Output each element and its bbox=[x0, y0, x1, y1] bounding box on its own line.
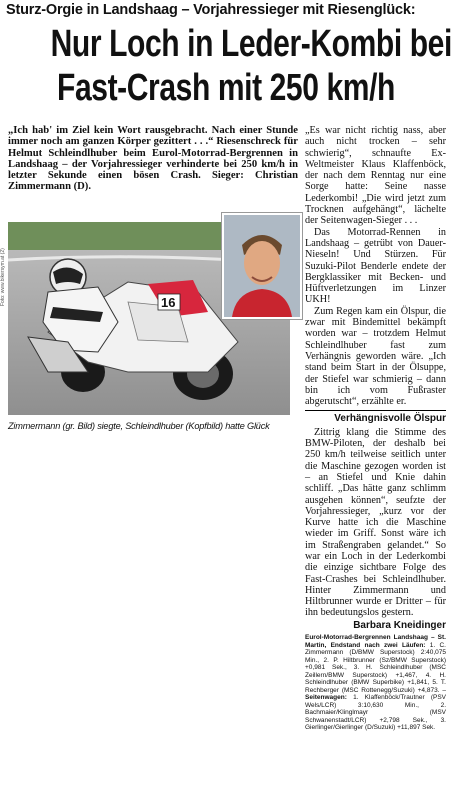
results-text: 1. C. Zimmermann (D/BMW Superstock) 2:40,075 Min., 2. P. Hiltbrunner (Sz/BMW Superstock) +0,981 Sek., 3. H. Schleindlhuber (MSC Zeillern/BMW Superstock) +1,467, 4. H. Schleindlhuber (BMW Superbike) +1,841, 5. T. Rechberger (MSC Rottenegg/Suzuki) +4,873. – bbox=[305, 641, 446, 694]
lead-paragraph: „Ich hab' im Ziel kein Wort rausgebracht. Nach einer Stunde immer noch am ganzen Körper gezittert . . .“ Riesenschreck für Helmut Schleindlhuber beim Eurol-Motorrad-Bergrennen in Landshaag – der Vorjahressieger verhinderte bei 250 km/h in letzter Sekunde einen bösen Crash. Sieger: Christian Zimmermann (D). bbox=[8, 125, 298, 193]
author-byline: Barbara Kneidinger bbox=[353, 619, 446, 631]
results-title-sidecar: Seitenwagen: bbox=[305, 694, 347, 702]
paragraph: Das Motorrad-Rennen in Landshaag – getrübt von Dauer-Nieseln! Und Stürzen. Für Suzuki-Pilot Benderle endete der Bergklassiker mit Becken- und Hüftverletzungen im Linzer UKH! bbox=[305, 226, 446, 306]
paragraph: „Es war nicht richtig nass, aber auch nicht trocken – sehr schwierig“, schnaufte Ex-Weltmeister Klaus Klaffenböck, der nach dem Renntag nur eine Sorge hatte: Seine nasse Lederkombi! „Die wird jetzt zum Trocknen aufgehängt“, lächelte der Seitenwagen-Sieger . . . bbox=[305, 125, 446, 227]
paragraph: Zittrig klang die Stimme des BMW-Piloten, der deshalb bei 250 km/h teilweise seitlich unter die Maschine gezogen worden ist – an Stiefel und Knie dahin schliff. „Das hätte ganz schlimm ausgehen können“, seufzte der Vorjahressieger, „kurz vor der Kurve hatte ich die Maschine wieder im Griff. Sonst wäre ich im Straßengraben gelandet.“ So war ein Loch in der Lederkombi die einzige sichtbare Folge des Fast-Crashes bei Schleindlhuber. Hinter Zimmermann und Hiltbrunner wurde er Dritter – für ihn bedeutungslos gestern. bbox=[305, 426, 446, 619]
subheading: Verhängnisvolle Ölspur bbox=[305, 410, 446, 424]
headline-line-1: Nur Loch in Leder-Kombi bei bbox=[50, 23, 452, 65]
results-text-sidecar: 1. Klaffenböck/Trautner (PSV Wels/LCR) 3:10,630 Min., 2. Bachmaier/Klinglmayr (MSV Schwanenstadt/LCR) +2,798 Sek., 3. Gierlinger/Gierlinger (D/Suzuki) +11,897 Sek. bbox=[305, 694, 446, 732]
results-title: Eurol-Motorrad-Bergrennen Landshaag – St. Martin, Endstand nach zwei Läufen: bbox=[305, 634, 446, 649]
kicker: Sturz-Orgie in Landshaag – Vorjahressieger mit Riesenglück: bbox=[6, 2, 416, 18]
photo-caption: Zimmermann (gr. Bild) siegte, Schleindlhuber (Kopfbild) hatte Glück bbox=[8, 421, 270, 431]
svg-text:16: 16 bbox=[161, 295, 176, 310]
portrait-image bbox=[224, 215, 300, 317]
portrait-photo bbox=[222, 213, 302, 319]
headline bbox=[50, 22, 452, 110]
paragraph: Zum Regen kam ein Ölspur, die zwar mit Bindemittel bekämpft worden war – trotzdem Helmut Schleindlhuber fast zum Verhängnis geworden wäre. „Ich stand beim Start in der Ölsuppe, der Stiefel war schmierig – dann bin ich vom Fußraster abgerutscht“, erzählte er. bbox=[305, 305, 446, 408]
race-results bbox=[305, 634, 446, 732]
photo-credit: Foto: www.bikersym.at (2) bbox=[0, 248, 6, 306]
article-column bbox=[305, 125, 446, 732]
headline-line-2: Fast-Crash mit 250 km/h bbox=[57, 67, 395, 109]
